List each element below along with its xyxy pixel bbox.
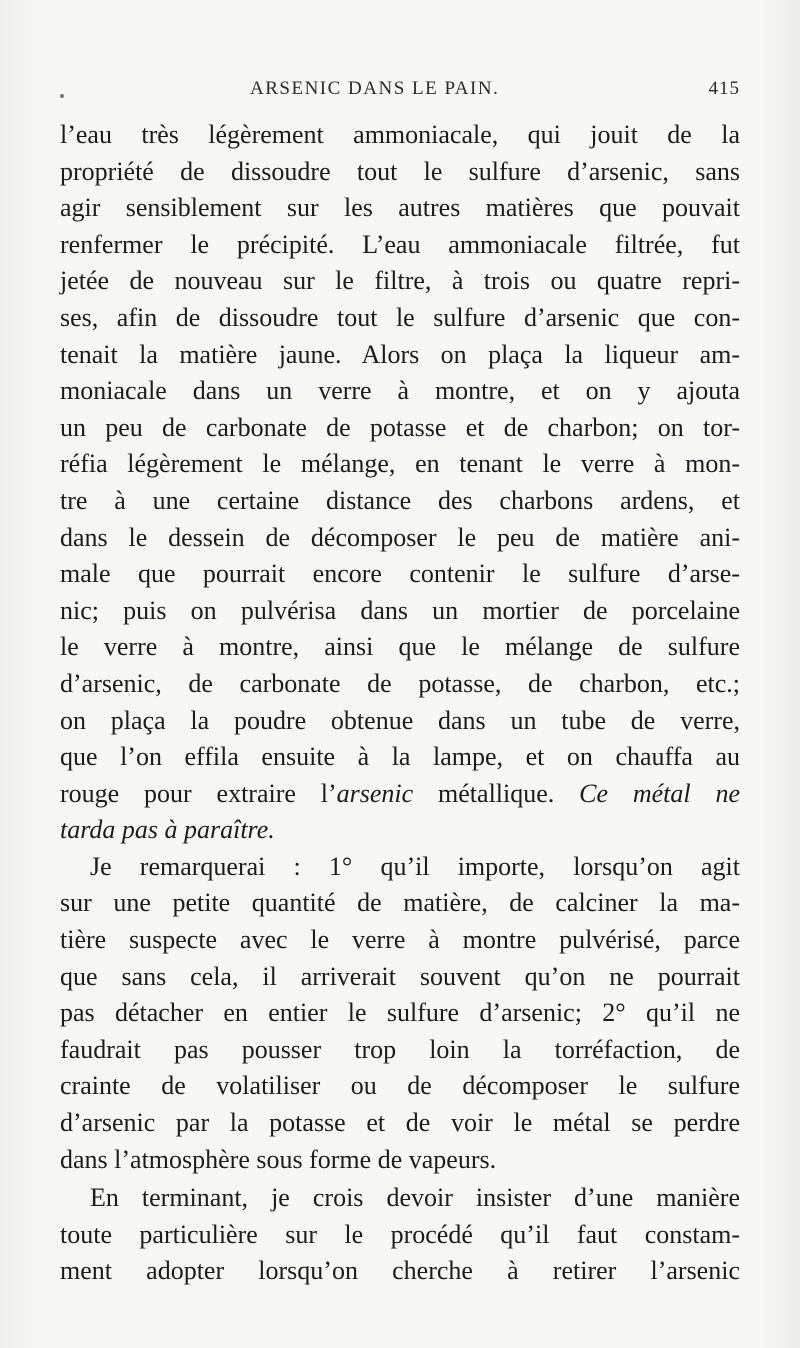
text-line: dans le dessein de décomposer le peu de matière ani-: [60, 522, 740, 552]
text-line: pas détacher en entier le sulfure d’arsenic; 2° qu’il ne: [60, 998, 740, 1028]
text-line-mixed: [60, 776, 740, 813]
text-line: agir sensiblement sur les autres matières que pouvait: [60, 193, 740, 223]
text-line: tenait la matière jaune. Alors on plaça la liqueur am-: [60, 339, 740, 369]
text-line: renfermer le précipité. L’eau ammoniacale filtrée, fut: [60, 229, 740, 259]
text-line: l’eau très légèrement ammoniacale, qui jouit de la: [60, 120, 740, 149]
text-line: tière suspecte avec le verre à montre pulvérisé, parce: [60, 925, 740, 955]
italic-run: Ce métal ne: [579, 778, 740, 808]
text-line: un peu de carbonate de potasse et de charbon; on tor-: [60, 412, 740, 442]
text-line: jetée de nouveau sur le filtre, à trois ou quatre repri-: [60, 266, 740, 296]
italic-run: arsenic: [336, 778, 414, 808]
body-text: [60, 117, 740, 1290]
text-run: rouge pour extraire l’: [60, 778, 337, 808]
text-line: moniacale dans un verre à montre, et on y ajouta: [60, 376, 740, 406]
text-line: d’arsenic, de carbonate de potasse, de charbon, etc.;: [60, 668, 740, 698]
text-line: on plaça la poudre obtenue dans un tube de verre,: [60, 705, 740, 735]
running-title: ARSENIC DANS LE PAIN.: [250, 78, 500, 99]
italic-run: tarda pas à paraître.: [60, 815, 275, 845]
text-line: Je remarquerai : 1° qu’il importe, lorsqu’on agit: [90, 851, 740, 881]
text-line: d’arsenic par la potasse et de voir le métal se perdre: [60, 1108, 740, 1138]
text-line: nic; puis on pulvérisa dans un mortier de porcelaine: [60, 595, 740, 625]
text-line: dans l’atmosphère sous forme de vapeurs.: [60, 1144, 497, 1174]
text-line: que sans cela, il arriverait souvent qu’on ne pourrait: [60, 961, 740, 991]
page-header: [60, 78, 740, 108]
text-run: métallique.: [413, 778, 580, 808]
text-line: toute particulière sur le procédé qu’il faut constam-: [60, 1219, 740, 1249]
text-line: sur une petite quantité de matière, de calciner la ma-: [60, 888, 740, 918]
text-line: En terminant, je crois devoir insister d’une manière: [90, 1183, 740, 1213]
text-line: ment adopter lorsqu’on cherche à retirer l’arsenic: [60, 1256, 740, 1286]
page-number: 415: [708, 78, 740, 99]
text-line: le verre à montre, ainsi que le mélange de sulfure: [60, 632, 740, 662]
text-line: faudrait pas pousser trop loin la torréfaction, de: [60, 1034, 740, 1064]
text-line: réfia légèrement le mélange, en tenant le verre à mon-: [60, 449, 740, 479]
text-line: male que pourrait encore contenir le sulfure d’arse-: [60, 559, 740, 589]
text-line: ses, afin de dissoudre tout le sulfure d’arsenic que con-: [60, 302, 740, 332]
text-line: que l’on effila ensuite à la lampe, et on chauffa au: [60, 742, 740, 772]
text-line: tre à une certaine distance des charbons ardens, et: [60, 485, 740, 515]
text-line: propriété de dissoudre tout le sulfure d’arsenic, sans: [60, 156, 740, 186]
text-line: crainte de volatiliser ou de décomposer le sulfure: [60, 1071, 740, 1101]
text-line-italic: [60, 812, 740, 849]
